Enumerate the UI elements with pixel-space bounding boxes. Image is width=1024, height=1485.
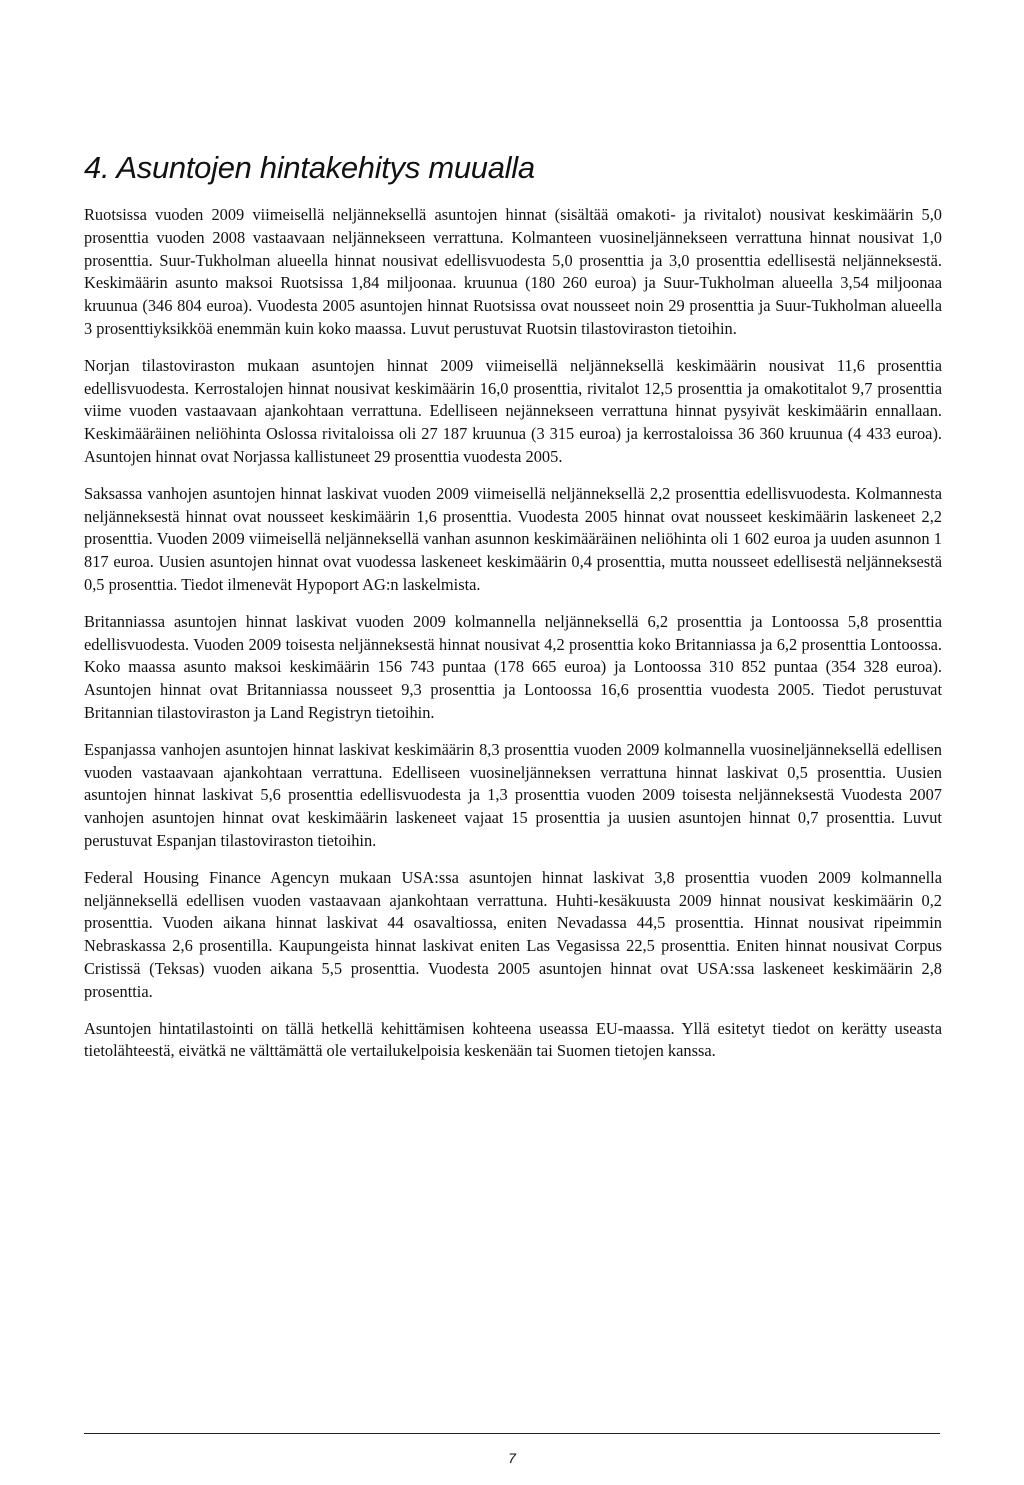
body-text [84,204,942,1077]
paragraph-norway: Norjan tilastoviraston mukaan asuntojen hinnat 2009 viimeisellä neljänneksellä keskimäärin nousivat 11,6 prosenttia edellisvuodesta. Kerrostalojen hinnat nousivat keskimäärin 16,0 prosenttia, rivitalot 12,5 prosenttia ja omakotitalot 9,7 prosenttia viime vuoden vastaavaan ajankohtaan verrattuna. Edelliseen nejännekseen verrattuna hinnat pysyivät keskimäärin ennallaan. Keskimääräinen neliöhinta Oslossa rivitaloissa oli 27 187 kruunua (3 315 euroa) ja kerrostaloissa 36 360 kruunua (4 433 euroa). Asuntojen hinnat ovat Norjassa kallistuneet 29 prosenttia vuodesta 2005. [84,355,942,466]
page-number: 7 [508,1450,516,1466]
paragraph-conclusion: Asuntojen hintatilastointi on tällä hetkellä kehittämisen kohteena useassa EU-maassa. Yllä esitetyt tiedot on kerätty useasta tietolähteestä, eivätkä ne välttämättä ole vertailukelpoisia keskenään tai Suomen tietojen kanssa. [84,1018,942,1061]
footer-divider [84,1433,940,1434]
paragraph-usa: Federal Housing Finance Agencyn mukaan USA:ssa asuntojen hinnat laskivat 3,8 prosenttia vuoden 2009 kolmannella neljänneksellä edellisen vuoden vastaavaan ajankohtaan verrattuna. Huhti-kesäkuusta 2009 hinnat nousivat keskimäärin 0,2 prosenttia. Vuoden aikana hinnat laskivat 44 osavaltiossa, eniten Nevadassa 44,5 prosenttia. Hinnat nousivat ripeimmin Nebraskassa 2,6 prosentilla. Kaupungeista hinnat laskivat eniten Las Vegasissa 22,5 prosenttia. Eniten hinnat nousivat Corpus Cristissä (Teksas) vuoden aikana 5,5 prosenttia. Vuodesta 2005 asuntojen hinnat ovat USA:ssa laskeneet keskimäärin 2,8 prosenttia. [84,867,942,1001]
paragraph-germany: Saksassa vanhojen asuntojen hinnat laskivat vuoden 2009 viimeisellä neljänneksellä 2,2 prosenttia edellisvuodesta. Kolmannesta neljänneksestä hinnat ovat nousseet keskimäärin 1,6 prosenttia. Vuodesta 2005 hinnat ovat nousseet keskimäärin laskeneet 2,2 prosenttia. Vuoden 2009 viimeisellä neljänneksellä vanhan asunnon keskimääräinen neliöhinta oli 1 602 euroa ja uuden asunnon 1 817 euroa. Uusien asuntojen hinnat ovat vuodessa laskeneet keskimäärin 0,4 prosenttia, mutta nousseet edellisestä neljänneksestä 0,5 prosenttia. Tiedot ilmenevät Hypoport AG:n laskelmista. [84,483,942,594]
paragraph-britain: Britanniassa asuntojen hinnat laskivat vuoden 2009 kolmannella neljänneksellä 6,2 prosenttia ja Lontoossa 5,8 prosenttia edellisvuodesta. Vuoden 2009 toisesta neljänneksestä hinnat nousivat 4,2 prosenttia koko Britanniassa ja 6,2 prosenttia Lontoossa. Koko maassa asunto maksoi keskimäärin 156 743 puntaa (178 665 euroa) ja Lontoossa 310 852 puntaa (354 328 euroa). Asuntojen hinnat ovat Britanniassa nousseet 9,3 prosenttia ja Lontoossa 16,6 prosenttia vuodesta 2005. Tiedot perustuvat Britannian tilastoviraston ja Land Registryn tietoihin. [84,611,942,722]
paragraph-spain: Espanjassa vanhojen asuntojen hinnat laskivat keskimäärin 8,3 prosenttia vuoden 2009 kolmannella vuosineljänneksellä edellisen vuoden vastaavaan ajankohtaan verrattuna. Edelliseen vuosineljänneksen verrattuna hinnat laskivat 0,5 prosenttia. Uusien asuntojen hinnat laskivat 5,6 prosenttia edellisvuodesta ja 1,3 prosenttia vuoden 2009 toisesta neljänneksestä Vuodesta 2007 vanhojen asuntojen hinnat ovat keskimäärin laskeneet vajaat 15 prosenttia ja uusien asuntojen hinnat 0,7 prosenttia. Luvut perustuvat Espanjan tilastoviraston tietoihin. [84,739,942,850]
section-heading: 4. Asuntojen hintakehitys muualla [84,150,535,185]
paragraph-sweden: Ruotsissa vuoden 2009 viimeisellä neljänneksellä asuntojen hinnat (sisältää omakoti- ja rivitalot) nousivat keskimäärin 5,0 prosenttia vuoden 2008 vastaavaan neljännekseen verrattuna. Kolmanteen vuosineljännekseen verrattuna hinnat nousivat 1,0 prosenttia. Suur-Tukholman alueella hinnat nousivat edellisvuodesta 5,0 prosenttia ja 3,0 prosenttia edellisestä neljänneksestä. Keskimäärin asunto maksoi Ruotsissa 1,84 miljoonaa. kruunua (180 260 euroa) ja Suur-Tukholman alueella 3,54 miljoonaa kruunua (346 804 euroa). Vuodesta 2005 asuntojen hinnat Ruotsissa ovat nousseet noin 29 prosenttia ja Suur-Tukholman alueella 3 prosenttiyksikköä enemmän kuin koko maassa. Luvut perustuvat Ruotsin tilastoviraston tietoihin. [84,205,942,338]
